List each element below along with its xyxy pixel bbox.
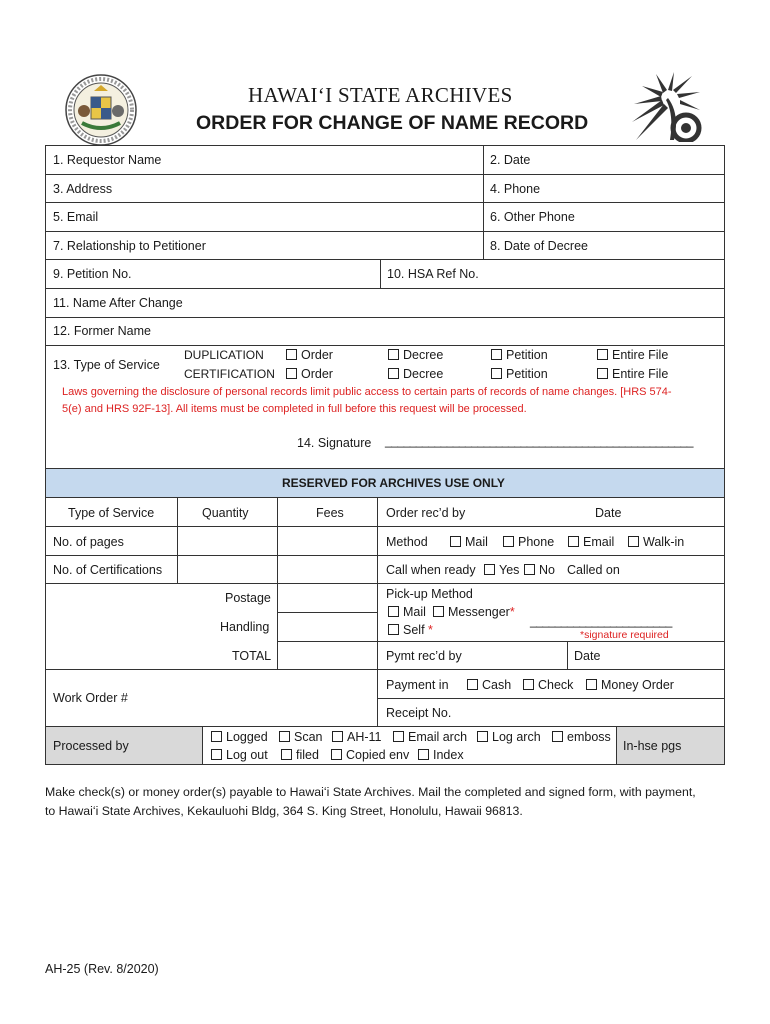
checkbox-icon[interactable] (286, 349, 297, 360)
option-label: Phone (518, 535, 555, 549)
option-label: Index (433, 748, 464, 762)
dup-decree-checkbox[interactable] (388, 348, 443, 362)
rs-pymt-date[interactable]: Date (574, 649, 601, 663)
checkbox-icon[interactable] (388, 349, 399, 360)
requestor-name-label[interactable]: 1. Requestor Name (53, 153, 162, 167)
checkbox-icon[interactable] (552, 731, 563, 742)
rs-pymt-recd-by[interactable]: Pymt rec’d by (386, 649, 462, 663)
method-walkin-checkbox[interactable] (628, 535, 684, 549)
other-phone-label[interactable]: 6. Other Phone (490, 210, 575, 224)
proc-email-arch-checkbox[interactable] (393, 730, 467, 744)
signature-label: 14. Signature (297, 436, 372, 450)
checkbox-icon[interactable] (211, 731, 222, 742)
rs-fees: Fees (316, 506, 344, 520)
archives-sun-logo (630, 70, 702, 142)
required-asterisk: * (428, 623, 433, 637)
payment-instructions-line1: Make check(s) or money order(s) payable to Hawaiʻi State Archives. Mail the completed and signed form, with payment, (45, 785, 696, 799)
option-label: Yes (499, 563, 520, 577)
option-label: Email arch (408, 730, 468, 744)
rs-in-hse-pgs[interactable]: In-hse pgs (623, 739, 682, 753)
required-asterisk: * (509, 605, 515, 619)
dup-petition-checkbox[interactable] (491, 348, 548, 362)
rs-postage: Postage (225, 591, 271, 605)
dup-entire-file-checkbox[interactable] (597, 348, 668, 362)
phone-label[interactable]: 4. Phone (490, 182, 541, 196)
form-revision-code: AH-25 (Rev. 8/2020) (45, 962, 159, 976)
option-label: AH-11 (347, 730, 382, 744)
date-of-decree-label[interactable]: 8. Date of Decree (490, 239, 588, 253)
option-label: Petition (506, 367, 548, 381)
checkbox-icon[interactable] (477, 731, 488, 742)
checkbox-icon[interactable] (467, 679, 478, 690)
option-label: Money Order (601, 678, 674, 692)
option-label: Walk-in (643, 535, 685, 549)
cert-decree-checkbox[interactable] (388, 367, 443, 381)
option-label: Copied env (346, 748, 410, 762)
method-email-checkbox[interactable] (568, 535, 614, 549)
rs-called-on[interactable]: Called on (567, 563, 620, 577)
option-label: Decree (403, 367, 444, 381)
option-label: Log arch (492, 730, 541, 744)
cert-petition-checkbox[interactable] (491, 367, 548, 381)
checkbox-icon[interactable] (211, 749, 222, 760)
proc-filed-checkbox[interactable] (281, 748, 319, 762)
option-label: Entire File (612, 348, 669, 362)
option-label: filed (296, 748, 319, 762)
proc-index-checkbox[interactable] (418, 748, 464, 762)
option-label: Email (583, 535, 615, 549)
checkbox-icon[interactable] (597, 368, 608, 379)
method-mail-checkbox[interactable] (450, 535, 488, 549)
checkbox-icon[interactable] (524, 564, 535, 575)
rs-no-of-certifications: No. of Certifications (53, 563, 163, 577)
option-label: No (539, 563, 555, 577)
checkbox-icon[interactable] (503, 536, 514, 547)
pickup-mail-checkbox[interactable] (388, 605, 426, 619)
form-title: ORDER FOR CHANGE OF NAME RECORD (196, 112, 589, 134)
checkbox-icon[interactable] (388, 624, 399, 635)
option-label: Log out (226, 748, 268, 762)
pay-cash-checkbox[interactable] (467, 678, 511, 692)
rs-method: Method (386, 535, 428, 549)
dup-order-checkbox[interactable] (286, 348, 333, 362)
checkbox-icon[interactable] (491, 368, 502, 379)
checkbox-icon[interactable] (388, 606, 399, 617)
proc-emboss-checkbox[interactable] (552, 730, 611, 744)
rs-handling: Handling (220, 620, 270, 634)
rs-work-order[interactable]: Work Order # (53, 691, 128, 705)
option-label: emboss (567, 730, 611, 744)
option-label: Scan (294, 730, 323, 744)
proc-scan-checkbox[interactable] (279, 730, 323, 744)
method-phone-checkbox[interactable] (503, 535, 554, 549)
proc-ah11-checkbox[interactable] (332, 730, 382, 744)
rs-quantity: Quantity (202, 506, 249, 520)
pickup-signature-line[interactable]: _______________________ (530, 614, 672, 628)
rs-total: TOTAL (232, 649, 272, 663)
option-label: Cash (482, 678, 512, 692)
certification-label: CERTIFICATION (184, 367, 275, 381)
checkbox-icon[interactable] (484, 564, 495, 575)
signature-line[interactable]: __________________________________________________ (385, 434, 693, 448)
rs-receipt-no[interactable]: Receipt No. (386, 706, 452, 720)
option-label: Logged (226, 730, 268, 744)
option-label: Mail (403, 605, 426, 619)
state-seal-logo (64, 73, 138, 147)
checkbox-icon[interactable] (523, 679, 534, 690)
checkbox-icon[interactable] (418, 749, 429, 760)
rs-no-of-pages: No. of pages (53, 535, 124, 549)
org-title: HAWAIʻI STATE ARCHIVES (248, 83, 513, 107)
proc-copied-env-checkbox[interactable] (331, 748, 409, 762)
pay-check-checkbox[interactable] (523, 678, 573, 692)
proc-log-arch-checkbox[interactable] (477, 730, 541, 744)
rs-processed-by: Processed by (53, 739, 129, 753)
checkbox-icon[interactable] (586, 679, 597, 690)
rs-payment-in: Payment in (386, 678, 449, 692)
checkbox-icon[interactable] (597, 349, 608, 360)
pay-money-order-checkbox[interactable] (586, 678, 674, 692)
petition-no-label[interactable]: 9. Petition No. (53, 267, 132, 281)
rs-date[interactable]: Date (595, 506, 622, 520)
option-label: Order (301, 367, 333, 381)
option-label: Check (538, 678, 574, 692)
type-of-service-label: 13. Type of Service (53, 358, 160, 372)
proc-log-out-checkbox[interactable] (211, 748, 268, 762)
cert-order-checkbox[interactable] (286, 367, 333, 381)
email-label[interactable]: 5. Email (53, 210, 99, 224)
option-label: Order (301, 348, 333, 362)
rs-order-recd-by[interactable]: Order rec’d by (386, 506, 466, 520)
option-label: Mail (465, 535, 488, 549)
option-label: Petition (506, 348, 548, 362)
checkbox-icon[interactable] (286, 368, 297, 379)
address-label[interactable]: 3. Address (53, 182, 113, 196)
checkbox-icon[interactable] (491, 349, 502, 360)
duplication-label: DUPLICATION (184, 348, 264, 362)
checkbox-icon[interactable] (332, 731, 343, 742)
date-label[interactable]: 2. Date (490, 153, 531, 167)
option-label: Self (403, 623, 425, 637)
checkbox-icon[interactable] (450, 536, 461, 547)
call-no-checkbox[interactable] (524, 563, 555, 577)
checkbox-icon[interactable] (393, 731, 404, 742)
checkbox-icon[interactable] (331, 749, 342, 760)
reserved-banner-text: RESERVED FOR ARCHIVES USE ONLY (282, 476, 505, 490)
proc-logged-checkbox[interactable] (211, 730, 268, 744)
checkbox-icon[interactable] (388, 368, 399, 379)
relationship-label[interactable]: 7. Relationship to Petitioner (53, 239, 206, 253)
checkbox-icon[interactable] (568, 536, 579, 547)
legal-notice-line1: Laws governing the disclosure of personal records limit public access to certain parts of records of name changes. [HRS 574- (62, 386, 672, 398)
rs-pickup-method: Pick-up Method (386, 587, 473, 601)
checkbox-icon[interactable] (433, 606, 444, 617)
checkbox-icon[interactable] (279, 731, 290, 742)
rs-type-of-service: Type of Service (68, 506, 155, 520)
checkbox-icon[interactable] (628, 536, 639, 547)
checkbox-icon[interactable] (281, 749, 292, 760)
pickup-messenger-checkbox[interactable] (433, 605, 515, 619)
cert-entire-file-checkbox[interactable] (597, 367, 668, 381)
rs-call-when-ready: Call when ready (386, 563, 476, 577)
pickup-self-checkbox[interactable] (388, 623, 433, 637)
former-name-label[interactable]: 12. Former Name (53, 324, 151, 338)
option-label: Decree (403, 348, 444, 362)
option-label: Entire File (612, 367, 669, 381)
option-label: Messenger (448, 605, 510, 619)
legal-notice-line2: 5(e) and HRS 92F-13]. All items must be completed in full before this request will be processed. (62, 403, 527, 415)
payment-instructions-line2: to Hawaiʻi State Archives, Kekauluohi Bldg, 364 S. King Street, Honolulu, Hawaii 96813. (45, 804, 523, 818)
name-after-change-label[interactable]: 11. Name After Change (53, 296, 183, 310)
call-yes-checkbox[interactable] (484, 563, 519, 577)
signature-required-note: *signature required (580, 629, 669, 641)
hsa-ref-no-label[interactable]: 10. HSA Ref No. (387, 267, 479, 281)
